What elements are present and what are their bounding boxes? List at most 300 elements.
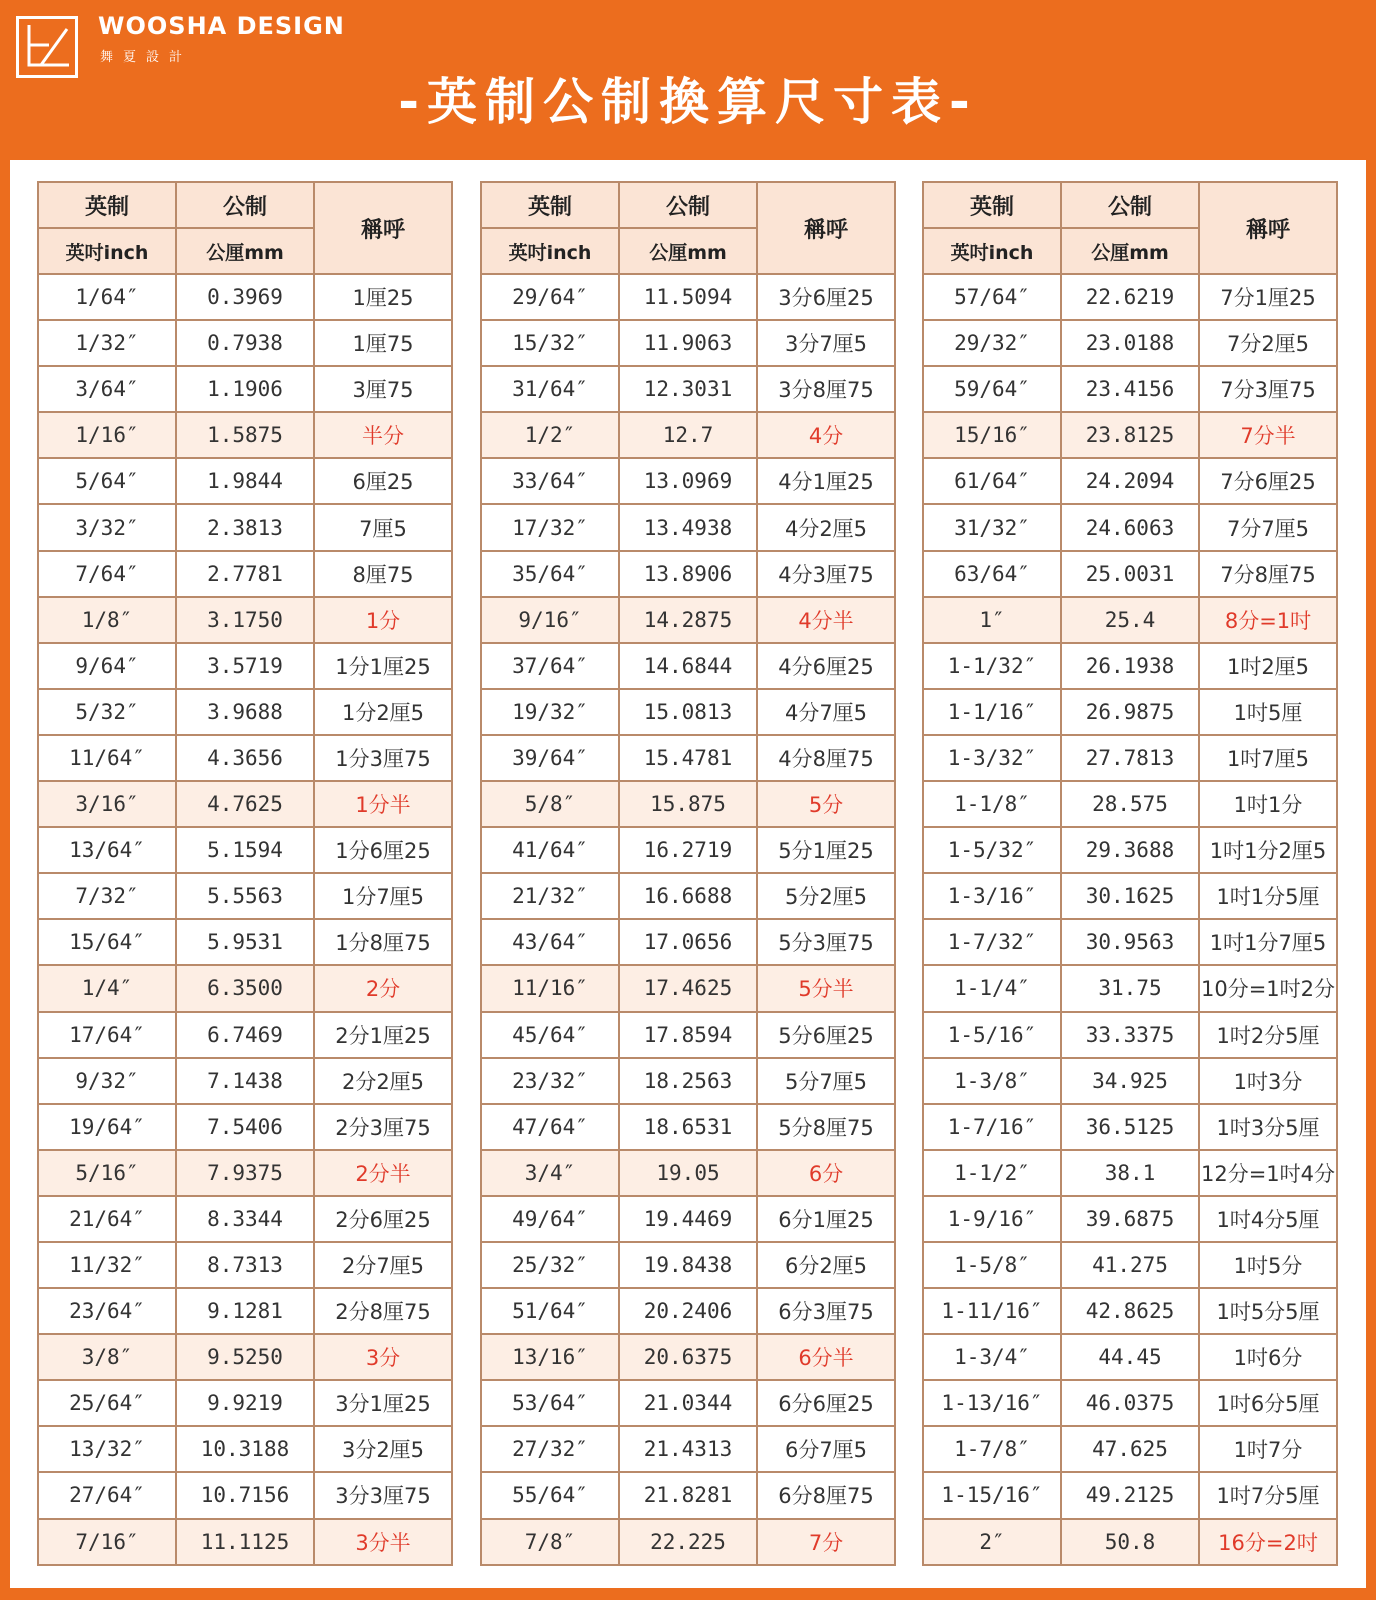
name-cell: 6分2厘5 [757, 1242, 895, 1288]
mm-cell: 1.5875 [176, 412, 314, 458]
table-row [923, 320, 1337, 366]
inch-cell: 51/64″ [481, 1288, 619, 1334]
mm-cell: 7.1438 [176, 1058, 314, 1104]
table-row [923, 827, 1337, 873]
mm-cell: 15.0813 [619, 689, 757, 735]
header-imperial: 英制 [38, 182, 176, 228]
name-cell: 7分6厘25 [1199, 458, 1337, 504]
inch-cell: 1/4″ [38, 965, 176, 1011]
name-cell: 6分1厘25 [757, 1196, 895, 1242]
inch-cell: 1-1/16″ [923, 689, 1061, 735]
header-name: 稱呼 [1199, 182, 1337, 274]
inch-cell: 1-5/32″ [923, 827, 1061, 873]
inch-cell: 29/32″ [923, 320, 1061, 366]
mm-cell: 17.8594 [619, 1012, 757, 1058]
mm-cell: 11.1125 [176, 1519, 314, 1565]
mm-cell: 38.1 [1061, 1150, 1199, 1196]
header-name: 稱呼 [757, 182, 895, 274]
inch-cell: 3/64″ [38, 366, 176, 412]
table-row [923, 735, 1337, 781]
inch-cell: 15/32″ [481, 320, 619, 366]
table-row [38, 1288, 452, 1334]
table-row [923, 781, 1337, 827]
table-row [38, 458, 452, 504]
inch-cell: 1/32″ [38, 320, 176, 366]
mm-cell: 24.6063 [1061, 504, 1199, 550]
mm-cell: 13.0969 [619, 458, 757, 504]
header-name: 稱呼 [314, 182, 452, 274]
mm-cell: 41.275 [1061, 1242, 1199, 1288]
name-cell: 1吋5分 [1199, 1242, 1337, 1288]
brand-name: WOOSHA DESIGN [98, 12, 345, 40]
mm-cell: 25.4 [1061, 597, 1199, 643]
conversion-table-3 [922, 181, 1338, 1566]
table-row [38, 919, 452, 965]
inch-cell: 25/64″ [38, 1380, 176, 1426]
mm-cell: 26.9875 [1061, 689, 1199, 735]
name-cell: 1厘25 [314, 274, 452, 320]
name-cell: 1分3厘75 [314, 735, 452, 781]
mm-cell: 33.3375 [1061, 1012, 1199, 1058]
mm-cell: 13.8906 [619, 551, 757, 597]
inch-cell: 7/16″ [38, 1519, 176, 1565]
mm-cell: 4.3656 [176, 735, 314, 781]
name-cell: 7分 [757, 1519, 895, 1565]
inch-cell: 1-11/16″ [923, 1288, 1061, 1334]
mm-cell: 6.7469 [176, 1012, 314, 1058]
mm-cell: 2.3813 [176, 504, 314, 550]
table-row [481, 1334, 895, 1380]
name-cell: 4分 [757, 412, 895, 458]
mm-cell: 10.3188 [176, 1426, 314, 1472]
table-row [481, 827, 895, 873]
table-row [481, 735, 895, 781]
name-cell: 2分半 [314, 1150, 452, 1196]
mm-cell: 5.9531 [176, 919, 314, 965]
table-row [38, 1150, 452, 1196]
mm-cell: 49.2125 [1061, 1472, 1199, 1518]
name-cell: 4分7厘5 [757, 689, 895, 735]
name-cell: 2分7厘5 [314, 1242, 452, 1288]
table-row [38, 1380, 452, 1426]
name-cell: 5分8厘75 [757, 1104, 895, 1150]
table-row [923, 366, 1337, 412]
table-row [38, 366, 452, 412]
mm-cell: 20.6375 [619, 1334, 757, 1380]
inch-cell: 13/16″ [481, 1334, 619, 1380]
table-row [38, 781, 452, 827]
table-row [481, 1104, 895, 1150]
table-row [481, 1380, 895, 1426]
table-row [481, 458, 895, 504]
mm-cell: 23.8125 [1061, 412, 1199, 458]
name-cell: 1吋1分5厘 [1199, 873, 1337, 919]
name-cell: 3分2厘5 [314, 1426, 452, 1472]
mm-cell: 16.6688 [619, 873, 757, 919]
table-row [38, 274, 452, 320]
mm-cell: 3.9688 [176, 689, 314, 735]
inch-cell: 1-5/8″ [923, 1242, 1061, 1288]
name-cell: 4分2厘5 [757, 504, 895, 550]
name-cell: 6分7厘5 [757, 1426, 895, 1472]
name-cell: 5分2厘5 [757, 873, 895, 919]
table-row [923, 1196, 1337, 1242]
inch-cell: 37/64″ [481, 643, 619, 689]
mm-cell: 27.7813 [1061, 735, 1199, 781]
header-metric: 公制 [176, 182, 314, 228]
inch-cell: 13/32″ [38, 1426, 176, 1472]
table-row [481, 1472, 895, 1518]
name-cell: 2分1厘25 [314, 1012, 452, 1058]
name-cell: 4分8厘75 [757, 735, 895, 781]
mm-cell: 18.2563 [619, 1058, 757, 1104]
table-row [481, 965, 895, 1011]
table-row [481, 689, 895, 735]
name-cell: 1吋7厘5 [1199, 735, 1337, 781]
name-cell: 1厘75 [314, 320, 452, 366]
name-cell: 1吋1分7厘5 [1199, 919, 1337, 965]
name-cell: 1分1厘25 [314, 643, 452, 689]
mm-cell: 21.4313 [619, 1426, 757, 1472]
mm-cell: 4.7625 [176, 781, 314, 827]
table-row [38, 965, 452, 1011]
inch-cell: 1-1/32″ [923, 643, 1061, 689]
table-row [38, 1472, 452, 1518]
mm-cell: 5.1594 [176, 827, 314, 873]
table-row [38, 597, 452, 643]
table-row [923, 1426, 1337, 1472]
inch-cell: 27/64″ [38, 1472, 176, 1518]
table-row [38, 873, 452, 919]
table-row [38, 1334, 452, 1380]
inch-cell: 11/64″ [38, 735, 176, 781]
conversion-table-1 [37, 181, 453, 1566]
header-inch-unit: 英吋inch [481, 228, 619, 274]
mm-cell: 47.625 [1061, 1426, 1199, 1472]
table-row [481, 504, 895, 550]
mm-cell: 13.4938 [619, 504, 757, 550]
table-row [923, 1058, 1337, 1104]
mm-cell: 23.4156 [1061, 366, 1199, 412]
name-cell: 3分半 [314, 1519, 452, 1565]
inch-cell: 1-7/8″ [923, 1426, 1061, 1472]
mm-cell: 5.5563 [176, 873, 314, 919]
table-row [923, 1150, 1337, 1196]
name-cell: 3分8厘75 [757, 366, 895, 412]
table-row [38, 1012, 452, 1058]
header-inch-unit: 英吋inch [38, 228, 176, 274]
inch-cell: 1-15/16″ [923, 1472, 1061, 1518]
inch-cell: 2″ [923, 1519, 1061, 1565]
conversion-table-2 [480, 181, 896, 1566]
name-cell: 1分半 [314, 781, 452, 827]
mm-cell: 21.8281 [619, 1472, 757, 1518]
name-cell: 7分3厘75 [1199, 366, 1337, 412]
name-cell: 5分7厘5 [757, 1058, 895, 1104]
name-cell: 5分3厘75 [757, 919, 895, 965]
mm-cell: 1.9844 [176, 458, 314, 504]
mm-cell: 9.5250 [176, 1334, 314, 1380]
table-row [38, 504, 452, 550]
inch-cell: 43/64″ [481, 919, 619, 965]
table-row [38, 1519, 452, 1565]
mm-cell: 19.8438 [619, 1242, 757, 1288]
mm-cell: 0.3969 [176, 274, 314, 320]
mm-cell: 7.5406 [176, 1104, 314, 1150]
header-inch-unit: 英吋inch [923, 228, 1061, 274]
name-cell: 5分半 [757, 965, 895, 1011]
inch-cell: 3/32″ [38, 504, 176, 550]
mm-cell: 30.9563 [1061, 919, 1199, 965]
inch-cell: 1-3/16″ [923, 873, 1061, 919]
inch-cell: 13/64″ [38, 827, 176, 873]
mm-cell: 8.7313 [176, 1242, 314, 1288]
mm-cell: 9.9219 [176, 1380, 314, 1426]
inch-cell: 27/32″ [481, 1426, 619, 1472]
inch-cell: 3/8″ [38, 1334, 176, 1380]
inch-cell: 1-3/4″ [923, 1334, 1061, 1380]
mm-cell: 17.4625 [619, 965, 757, 1011]
inch-cell: 39/64″ [481, 735, 619, 781]
table-row [923, 458, 1337, 504]
inch-cell: 1-1/4″ [923, 965, 1061, 1011]
name-cell: 5分1厘25 [757, 827, 895, 873]
name-cell: 1吋1分2厘5 [1199, 827, 1337, 873]
mm-cell: 10.7156 [176, 1472, 314, 1518]
name-cell: 2分 [314, 965, 452, 1011]
name-cell: 4分半 [757, 597, 895, 643]
name-cell: 1吋6分 [1199, 1334, 1337, 1380]
table-row [923, 919, 1337, 965]
inch-cell: 5/8″ [481, 781, 619, 827]
inch-cell: 1/64″ [38, 274, 176, 320]
name-cell: 7分8厘75 [1199, 551, 1337, 597]
table-row [38, 412, 452, 458]
name-cell: 半分 [314, 412, 452, 458]
name-cell: 6分 [757, 1150, 895, 1196]
inch-cell: 5/16″ [38, 1150, 176, 1196]
inch-cell: 15/16″ [923, 412, 1061, 458]
mm-cell: 20.2406 [619, 1288, 757, 1334]
table-row [481, 1242, 895, 1288]
mm-cell: 14.2875 [619, 597, 757, 643]
inch-cell: 61/64″ [923, 458, 1061, 504]
name-cell: 1分 [314, 597, 452, 643]
mm-cell: 3.1750 [176, 597, 314, 643]
mm-cell: 2.7781 [176, 551, 314, 597]
mm-cell: 19.05 [619, 1150, 757, 1196]
inch-cell: 53/64″ [481, 1380, 619, 1426]
name-cell: 7厘5 [314, 504, 452, 550]
brand-subtitle: 舞夏設計 [100, 50, 193, 65]
name-cell: 1吋2厘5 [1199, 643, 1337, 689]
mm-cell: 11.9063 [619, 320, 757, 366]
inch-cell: 11/32″ [38, 1242, 176, 1288]
inch-cell: 1-13/16″ [923, 1380, 1061, 1426]
inch-cell: 9/64″ [38, 643, 176, 689]
name-cell: 1吋5厘 [1199, 689, 1337, 735]
inch-cell: 49/64″ [481, 1196, 619, 1242]
inch-cell: 7/8″ [481, 1519, 619, 1565]
inch-cell: 3/16″ [38, 781, 176, 827]
table-row [481, 1058, 895, 1104]
mm-cell: 44.45 [1061, 1334, 1199, 1380]
mm-cell: 24.2094 [1061, 458, 1199, 504]
table-row [923, 551, 1337, 597]
table-row [923, 1242, 1337, 1288]
table-row [38, 643, 452, 689]
inch-cell: 17/64″ [38, 1012, 176, 1058]
mm-cell: 15.4781 [619, 735, 757, 781]
mm-cell: 22.225 [619, 1519, 757, 1565]
table-row [923, 1472, 1337, 1518]
table-row [923, 643, 1337, 689]
mm-cell: 34.925 [1061, 1058, 1199, 1104]
table-row [481, 551, 895, 597]
table-row [38, 551, 452, 597]
inch-cell: 1-1/2″ [923, 1150, 1061, 1196]
table-row [481, 274, 895, 320]
mm-cell: 3.5719 [176, 643, 314, 689]
inch-cell: 1-1/8″ [923, 781, 1061, 827]
table-row [481, 320, 895, 366]
inch-cell: 19/64″ [38, 1104, 176, 1150]
inch-cell: 35/64″ [481, 551, 619, 597]
header-mm-unit: 公厘mm [176, 228, 314, 274]
inch-cell: 47/64″ [481, 1104, 619, 1150]
mm-cell: 22.6219 [1061, 274, 1199, 320]
name-cell: 16分=2吋 [1199, 1519, 1337, 1565]
inch-cell: 25/32″ [481, 1242, 619, 1288]
inch-cell: 15/64″ [38, 919, 176, 965]
table-row [38, 1242, 452, 1288]
inch-cell: 1-7/32″ [923, 919, 1061, 965]
name-cell: 1吋2分5厘 [1199, 1012, 1337, 1058]
name-cell: 8分=1吋 [1199, 597, 1337, 643]
mm-cell: 14.6844 [619, 643, 757, 689]
name-cell: 1吋4分5厘 [1199, 1196, 1337, 1242]
table-row [481, 366, 895, 412]
inch-cell: 1/8″ [38, 597, 176, 643]
mm-cell: 30.1625 [1061, 873, 1199, 919]
table-row [481, 1288, 895, 1334]
table-row [923, 412, 1337, 458]
name-cell: 1分7厘5 [314, 873, 452, 919]
inch-cell: 1″ [923, 597, 1061, 643]
inch-cell: 31/64″ [481, 366, 619, 412]
inch-cell: 19/32″ [481, 689, 619, 735]
table-row [923, 504, 1337, 550]
page-title: -英制公制換算尺寸表- [398, 73, 978, 131]
header-mm-unit: 公厘mm [1061, 228, 1199, 274]
name-cell: 1吋6分5厘 [1199, 1380, 1337, 1426]
name-cell: 4分1厘25 [757, 458, 895, 504]
mm-cell: 8.3344 [176, 1196, 314, 1242]
name-cell: 2分8厘75 [314, 1288, 452, 1334]
mm-cell: 12.3031 [619, 366, 757, 412]
mm-cell: 19.4469 [619, 1196, 757, 1242]
inch-cell: 7/32″ [38, 873, 176, 919]
mm-cell: 26.1938 [1061, 643, 1199, 689]
name-cell: 7分1厘25 [1199, 274, 1337, 320]
name-cell: 7分半 [1199, 412, 1337, 458]
table-row [481, 919, 895, 965]
inch-cell: 9/16″ [481, 597, 619, 643]
table-row [481, 412, 895, 458]
name-cell: 5分 [757, 781, 895, 827]
mm-cell: 23.0188 [1061, 320, 1199, 366]
table-row [38, 1426, 452, 1472]
table-row [38, 320, 452, 366]
table-row [38, 1058, 452, 1104]
table-row [38, 689, 452, 735]
header [0, 0, 1376, 144]
name-cell: 1吋5分5厘 [1199, 1288, 1337, 1334]
name-cell: 3分3厘75 [314, 1472, 452, 1518]
mm-cell: 46.0375 [1061, 1380, 1199, 1426]
mm-cell: 28.575 [1061, 781, 1199, 827]
inch-cell: 23/32″ [481, 1058, 619, 1104]
name-cell: 3分1厘25 [314, 1380, 452, 1426]
name-cell: 8厘75 [314, 551, 452, 597]
name-cell: 6分半 [757, 1334, 895, 1380]
inch-cell: 33/64″ [481, 458, 619, 504]
inch-cell: 1-3/8″ [923, 1058, 1061, 1104]
inch-cell: 17/32″ [481, 504, 619, 550]
header-imperial: 英制 [481, 182, 619, 228]
inch-cell: 1-3/32″ [923, 735, 1061, 781]
header-imperial: 英制 [923, 182, 1061, 228]
name-cell: 3分 [314, 1334, 452, 1380]
name-cell: 5分6厘25 [757, 1012, 895, 1058]
inch-cell: 7/64″ [38, 551, 176, 597]
table-row [38, 827, 452, 873]
mm-cell: 36.5125 [1061, 1104, 1199, 1150]
name-cell: 2分2厘5 [314, 1058, 452, 1104]
table-row [923, 1380, 1337, 1426]
mm-cell: 15.875 [619, 781, 757, 827]
header-metric: 公制 [1061, 182, 1199, 228]
name-cell: 2分6厘25 [314, 1196, 452, 1242]
inch-cell: 1/2″ [481, 412, 619, 458]
table-row [481, 781, 895, 827]
inch-cell: 45/64″ [481, 1012, 619, 1058]
name-cell: 1分8厘75 [314, 919, 452, 965]
table-row [481, 643, 895, 689]
header-mm-unit: 公厘mm [619, 228, 757, 274]
mm-cell: 39.6875 [1061, 1196, 1199, 1242]
table-row [923, 1012, 1337, 1058]
mm-cell: 21.0344 [619, 1380, 757, 1426]
inch-cell: 55/64″ [481, 1472, 619, 1518]
inch-cell: 29/64″ [481, 274, 619, 320]
mm-cell: 9.1281 [176, 1288, 314, 1334]
mm-cell: 11.5094 [619, 274, 757, 320]
name-cell: 7分2厘5 [1199, 320, 1337, 366]
table-row [481, 597, 895, 643]
name-cell: 12分=1吋4分 [1199, 1150, 1337, 1196]
inch-cell: 21/64″ [38, 1196, 176, 1242]
mm-cell: 6.3500 [176, 965, 314, 1011]
mm-cell: 42.8625 [1061, 1288, 1199, 1334]
name-cell: 3分6厘25 [757, 274, 895, 320]
mm-cell: 25.0031 [1061, 551, 1199, 597]
name-cell: 10分=1吋2分 [1199, 965, 1337, 1011]
inch-cell: 5/64″ [38, 458, 176, 504]
table-row [923, 1519, 1337, 1565]
table-row [481, 1012, 895, 1058]
inch-cell: 9/32″ [38, 1058, 176, 1104]
